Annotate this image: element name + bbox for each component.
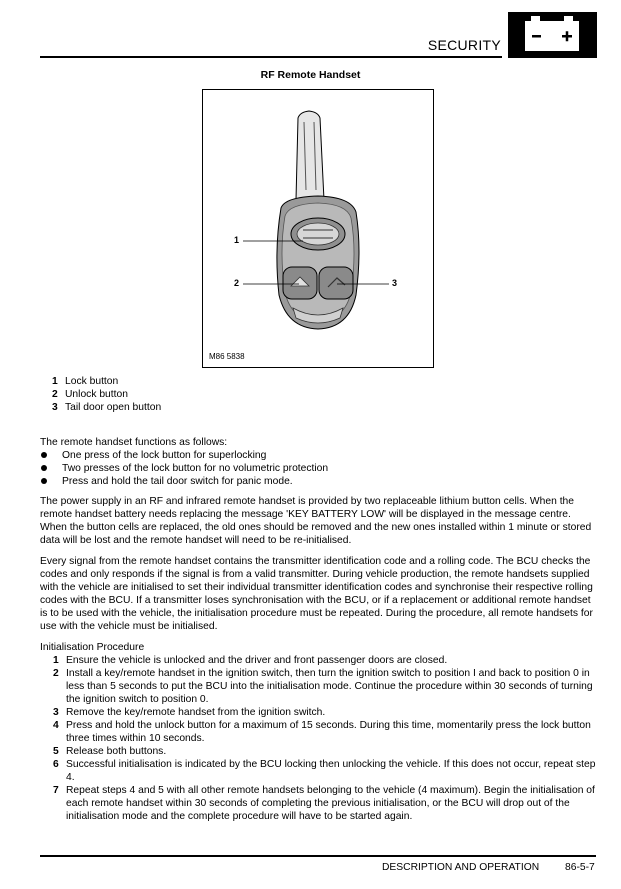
legend-item (52, 401, 161, 414)
procedure-step (40, 719, 596, 745)
remote-handset-figure (202, 89, 434, 368)
callout-2: 2 (234, 278, 240, 288)
legend-num: 3 (52, 402, 58, 413)
bullet-item (40, 475, 596, 488)
callout-1: 1 (234, 235, 240, 245)
functions-intro: The remote handset functions as follows: (40, 437, 228, 448)
step-text: Press and hold the unlock button for a maximum of 15 seconds. During this time, momentarily press the lock button three times within 10 seconds. (66, 720, 591, 744)
step-number: 7 (53, 785, 59, 796)
paragraph-power-supply: The power supply in an RF and infrared remote handset is provided by two replaceable lithium button cells. When the remote handset battery needs replacing the message 'KEY BATTERY LOW' will be displayed in the message centre. When the button cells are replaced, the old ones should be removed and the new ones installed within 1 minute or stored data will be lost and the remote handset will need to be re-initialised. (40, 496, 592, 546)
procedure-step (40, 758, 596, 784)
step-text: Release both buttons. (66, 746, 167, 757)
step-text: Install a key/remote handset in the ignition switch, then turn the ignition switch to position I and back to position 0 in less than 5 seconds to put the BCU into the initialisation mode. Continue the procedure within 30 seconds of turning the ignition switch to position 0. (66, 668, 593, 705)
legend-label: Tail door open button (65, 402, 162, 413)
step-number: 6 (53, 759, 59, 770)
legend-label: Unlock button (65, 389, 128, 400)
bullet-item (40, 462, 596, 475)
paragraph-rolling-code: Every signal from the remote handset contains the transmitter identification code and a rolling code. The BCU checks the codes and only responds if the signal is from a valid transmitter. During vehicle production, the remote handsets supplied with the vehicle are initialised to set their individual transmitter identification codes and synchronise their respective rolling codes with the BCU. If a transmitter loses synchronisation with the BCU, or if a replacement or additional remote handset is to be used with the vehicle, the initialisation procedure must be repeated. During the procedure, all remote handsets for use with the vehicle must be initialised. (40, 556, 593, 632)
procedure-step (40, 784, 596, 823)
footer-rule (40, 855, 596, 857)
step-text: Successful initialisation is indicated by the BCU locking then unlocking the vehicle. If this does not occur, repeat step 4. (66, 759, 596, 783)
callout-3: 3 (392, 278, 398, 288)
bullet-icon (41, 465, 47, 471)
page-number: 86-5-7 (565, 862, 595, 873)
bullet-item (40, 449, 596, 462)
step-number: 4 (53, 720, 59, 731)
bullet-text: Two presses of the lock button for no volumetric protection (62, 463, 329, 474)
procedure-step (40, 745, 596, 758)
step-number: 1 (53, 655, 59, 666)
legend-label: Lock button (65, 376, 119, 387)
remote-handset-illustration (203, 90, 435, 369)
procedure-steps (40, 654, 596, 823)
legend-item (52, 375, 161, 388)
procedure-title: Initialisation Procedure (40, 642, 145, 653)
section-title: SECURITY (427, 37, 501, 53)
legend-num: 2 (52, 389, 58, 400)
figure-code: M86 5838 (209, 352, 245, 361)
procedure-step (40, 667, 596, 706)
step-text: Repeat steps 4 and 5 with all other remote handsets belonging to the vehicle (4 maximum). Begin the initialisation of each remote handset within 30 seconds of completing the previous initialisation, or the BCU will drop out of the initialisation mode and the complete procedure will have to be started again. (66, 785, 595, 822)
header-rule (40, 56, 502, 58)
bullet-icon (41, 452, 47, 458)
procedure-step (40, 706, 596, 719)
figure-legend (52, 375, 161, 414)
figure-title: RF Remote Handset (260, 69, 361, 81)
procedure-step (40, 654, 596, 667)
bullet-icon (41, 478, 47, 484)
step-number: 5 (53, 746, 59, 757)
footer-section: DESCRIPTION AND OPERATION (382, 862, 540, 873)
step-number: 2 (53, 668, 59, 679)
bullet-text: Press and hold the tail door switch for panic mode. (62, 476, 293, 487)
battery-icon (508, 12, 597, 58)
step-text: Ensure the vehicle is unlocked and the driver and front passenger doors are closed. (66, 655, 448, 666)
functions-list (40, 449, 596, 488)
legend-num: 1 (52, 376, 58, 387)
step-number: 3 (53, 707, 59, 718)
step-text: Remove the key/remote handset from the ignition switch. (66, 707, 326, 718)
legend-item (52, 388, 161, 401)
bullet-text: One press of the lock button for superlocking (62, 450, 267, 461)
